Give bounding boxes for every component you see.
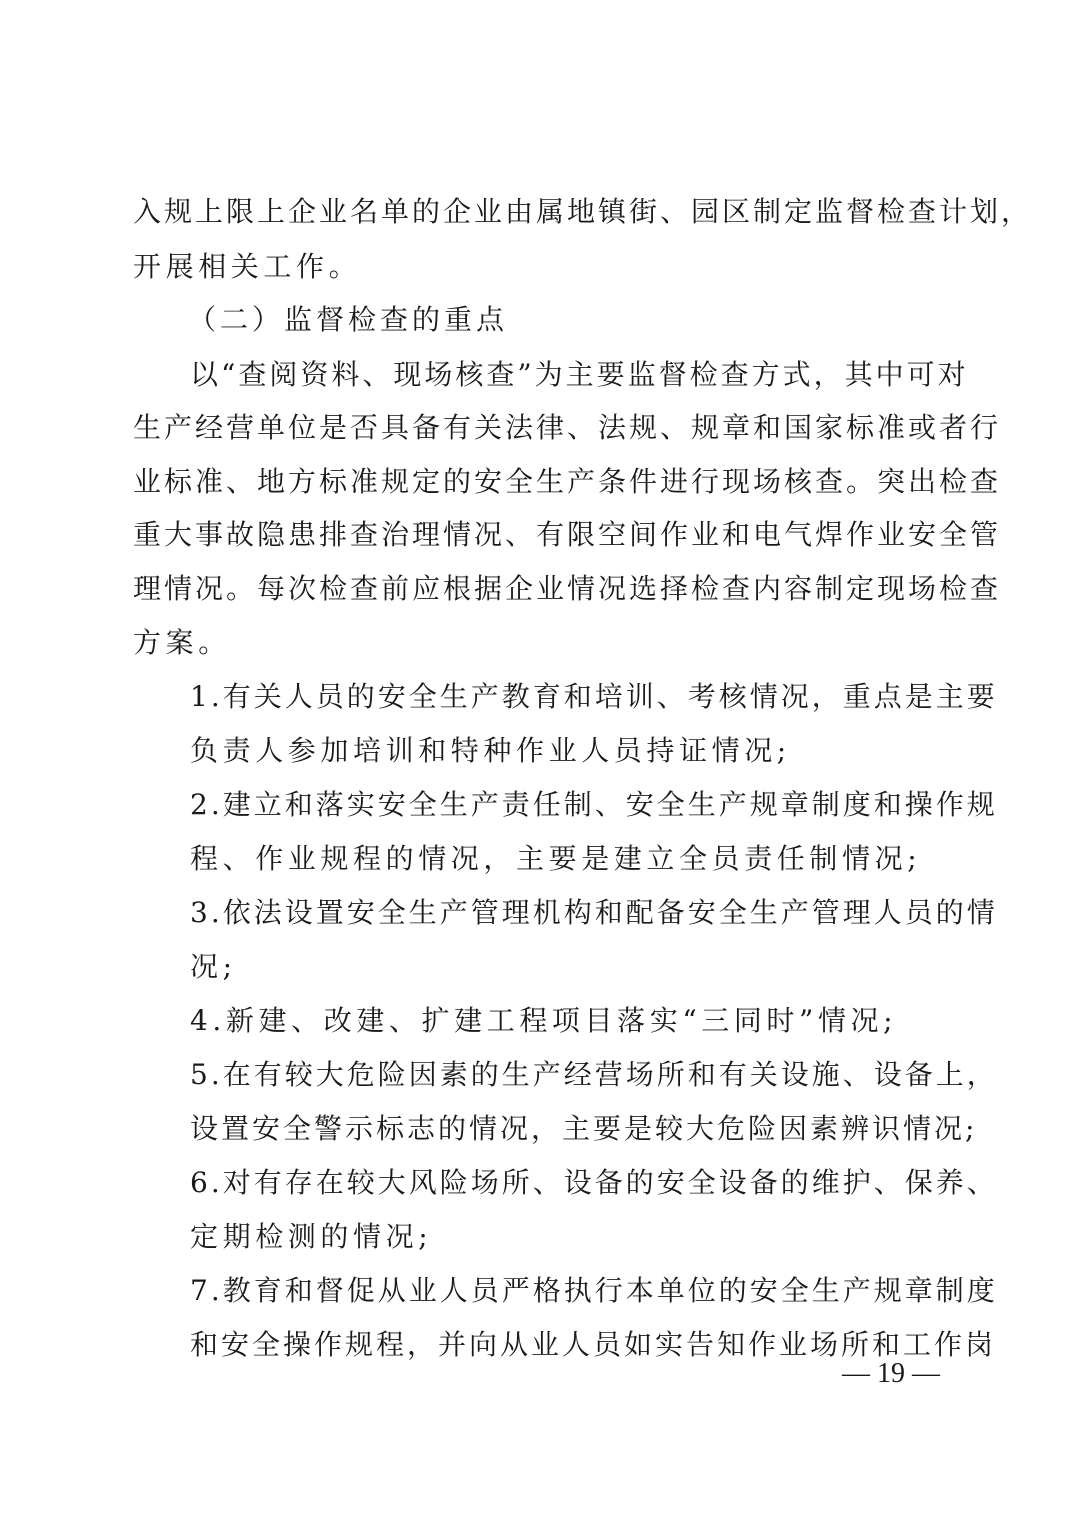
text-line: 程、作业规程的情况，主要是建立全员责任制情况; <box>190 842 922 875</box>
section-heading: （二）监督检查的重点 <box>188 303 509 336</box>
list-item-4: 4.新建、改建、扩建工程项目落实“三同时”情况; <box>190 1004 898 1037</box>
text-line: 入规上限上企业名单的企业由属地镇街、园区制定监督检查计划， <box>133 195 1033 228</box>
list-item-5: 5.在有较大危险因素的生产经营场所和有关设施、设备上， <box>190 1058 998 1091</box>
text-line: 况; <box>190 950 237 983</box>
text-line: 生产经营单位是否具备有关法律、法规、规章和国家标准或者行 <box>133 411 1002 444</box>
text-line: 以“查阅资料、现场核查”为主要监督检查方式，其中可对 <box>190 358 969 391</box>
list-item-2: 2.建立和落实安全生产责任制、安全生产规章制度和操作规 <box>190 788 998 821</box>
list-item-3: 3.依法设置安全生产管理机构和配备安全生产管理人员的情 <box>190 896 998 929</box>
text-line: 重大事故隐患排查治理情况、有限空间作业和电气焊作业安全管 <box>133 518 1002 551</box>
text-line: 负责人参加培训和特种作业人员持证情况; <box>190 734 791 767</box>
text-line: 开展相关工作。 <box>133 250 362 283</box>
text-line: 方案。 <box>133 626 231 659</box>
list-item-1: 1.有关人员的安全生产教育和培训、考核情况，重点是主要 <box>190 680 998 713</box>
page-number: — 19 — <box>842 1358 940 1389</box>
text-line: 定期检测的情况; <box>190 1220 433 1253</box>
list-item-7: 7.教育和督促从业人员严格执行本单位的安全生产规章制度 <box>190 1274 998 1307</box>
text-line: 和安全操作规程，并向从业人员如实告知作业场所和工作岗 <box>190 1328 997 1361</box>
list-item-6: 6.对有存在较大风险场所、设备的安全设备的维护、保养、 <box>190 1166 998 1199</box>
text-line: 业标准、地方标准规定的安全生产条件进行现场核查。突出检查 <box>133 465 1002 498</box>
text-line: 设置安全警示标志的情况，主要是较大危险因素辨识情况; <box>190 1112 978 1145</box>
text-line: 理情况。每次检查前应根据企业情况选择检查内容制定现场检查 <box>133 572 1002 605</box>
